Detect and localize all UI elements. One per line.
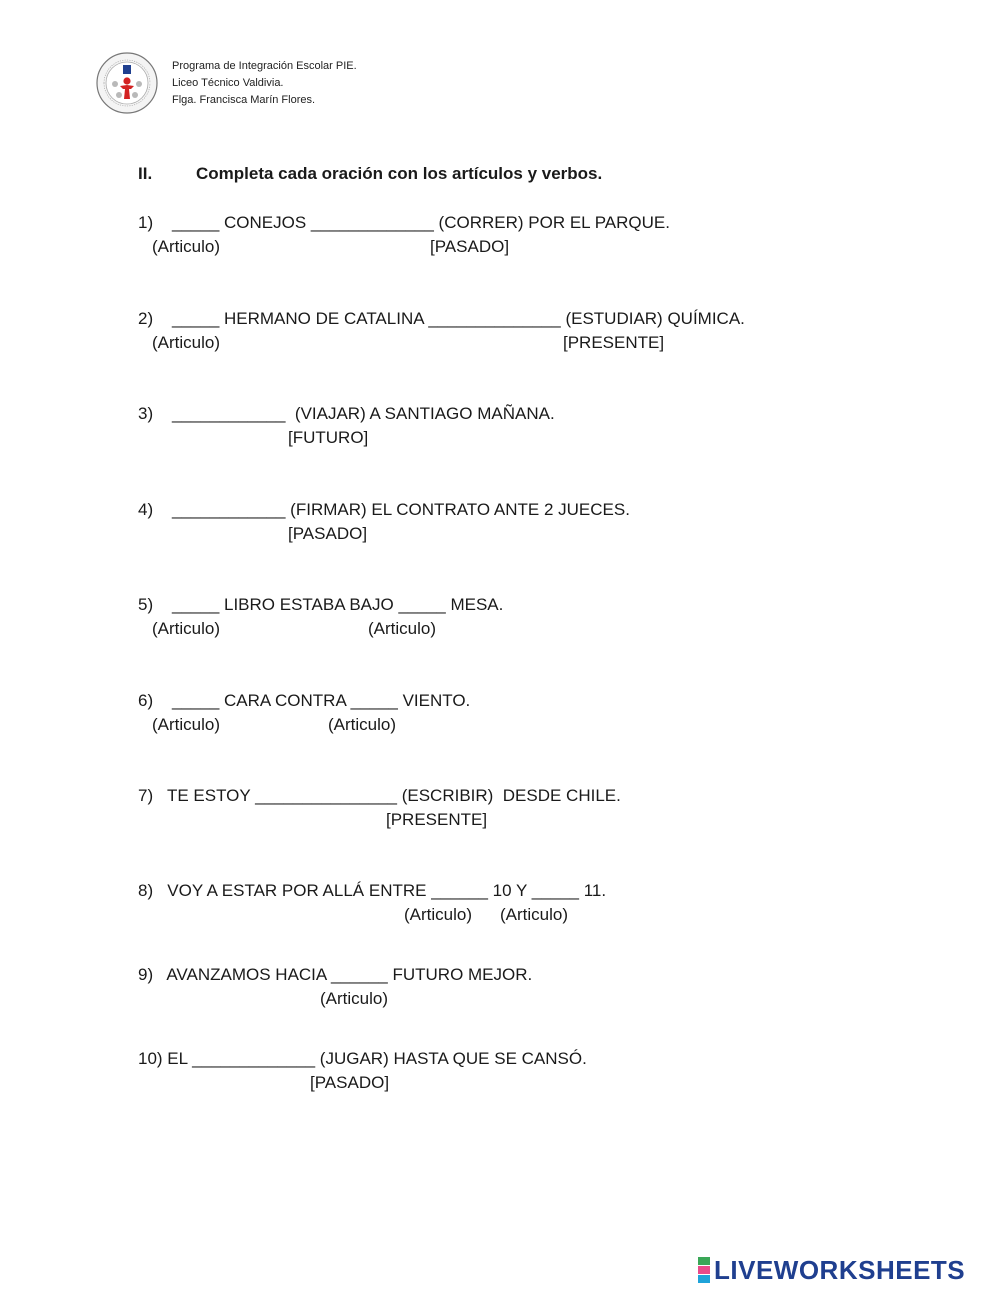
exercise-5-hint-article-2: (Articulo) xyxy=(368,619,437,638)
liveworksheets-logo-icon xyxy=(698,1257,710,1283)
exercise-9-hint-article: (Articulo) xyxy=(320,989,389,1008)
exercise-6-hint-article-2: (Articulo) xyxy=(328,715,397,734)
header-text xyxy=(172,58,357,109)
header-line-author: Flga. Francisca Marín Flores. xyxy=(172,94,316,106)
exercise-7 xyxy=(138,784,621,829)
exercise-7-sentence[interactable]: 7) TE ESTOY _______________ (ESCRIBIR) DESDE CHILE. xyxy=(138,786,621,805)
section-instruction: Completa cada oración con los artículos y verbos. xyxy=(196,164,603,183)
exercise-5 xyxy=(138,593,504,638)
school-pie-logo xyxy=(96,52,158,114)
exercise-3-hint-tense: [FUTURO] xyxy=(288,428,369,447)
exercise-4 xyxy=(138,498,630,543)
exercise-6 xyxy=(138,689,471,734)
liveworksheets-wordmark: LIVEWORKSHEETS xyxy=(714,1254,966,1285)
section-heading xyxy=(138,164,602,184)
exercise-5-hint-article-1: (Articulo) xyxy=(152,619,221,638)
exercise-8-hint-article-1: (Articulo) xyxy=(404,905,473,924)
exercise-1-hint-tense: [PASADO] xyxy=(430,237,510,256)
section-number: II. xyxy=(138,164,153,183)
exercise-3 xyxy=(138,402,555,447)
logo-block-pink xyxy=(698,1266,710,1274)
header-line-program: Programa de Integración Escolar PIE. xyxy=(172,60,357,72)
exercise-2-hint-tense: [PRESENTE] xyxy=(563,333,665,352)
logo-block-blue xyxy=(698,1275,710,1283)
exercise-10 xyxy=(138,1047,587,1092)
exercise-9-sentence[interactable]: 9) AVANZAMOS HACIA ______ FUTURO MEJOR. xyxy=(138,965,533,984)
exercise-3-sentence[interactable]: 3) ____________ (VIAJAR) A SANTIAGO MAÑANA. xyxy=(138,404,555,423)
exercise-2-sentence[interactable]: 2) _____ HERMANO DE CATALINA ______________ (ESTUDIAR) QUÍMICA. xyxy=(138,309,745,328)
exercise-1-sentence[interactable]: 1) _____ CONEJOS _____________ (CORRER) POR EL PARQUE. xyxy=(138,213,670,232)
exercise-7-hint-tense: [PRESENTE] xyxy=(386,810,488,829)
exercise-4-sentence[interactable]: 4) ____________ (FIRMAR) EL CONTRATO ANTE 2 JUECES. xyxy=(138,500,630,519)
exercise-1 xyxy=(138,211,670,256)
exercise-10-hint-tense: [PASADO] xyxy=(310,1073,390,1092)
exercise-5-sentence[interactable]: 5) _____ LIBRO ESTABA BAJO _____ MESA. xyxy=(138,595,504,614)
exercise-6-sentence[interactable]: 6) _____ CARA CONTRA _____ VIENTO. xyxy=(138,691,471,710)
exercise-9 xyxy=(138,963,533,1008)
exercise-6-hint-article-1: (Articulo) xyxy=(152,715,221,734)
liveworksheets-watermark xyxy=(698,1254,965,1286)
exercise-2-hint-article: (Articulo) xyxy=(152,333,221,352)
header-line-school: Liceo Técnico Valdivia. xyxy=(172,77,284,89)
exercise-8-hint-article-2: (Articulo) xyxy=(500,905,569,924)
logo-block-green xyxy=(698,1257,710,1265)
exercise-2 xyxy=(138,307,745,352)
exercise-1-hint-article: (Articulo) xyxy=(152,237,221,256)
exercise-10-sentence[interactable]: 10) EL _____________ (JUGAR) HASTA QUE SE CANSÓ. xyxy=(138,1049,587,1068)
exercise-8 xyxy=(138,879,607,924)
exercise-8-sentence[interactable]: 8) VOY A ESTAR POR ALLÁ ENTRE ______ 10 Y _____ 11. xyxy=(138,881,607,900)
exercise-4-hint-tense: [PASADO] xyxy=(288,524,368,543)
